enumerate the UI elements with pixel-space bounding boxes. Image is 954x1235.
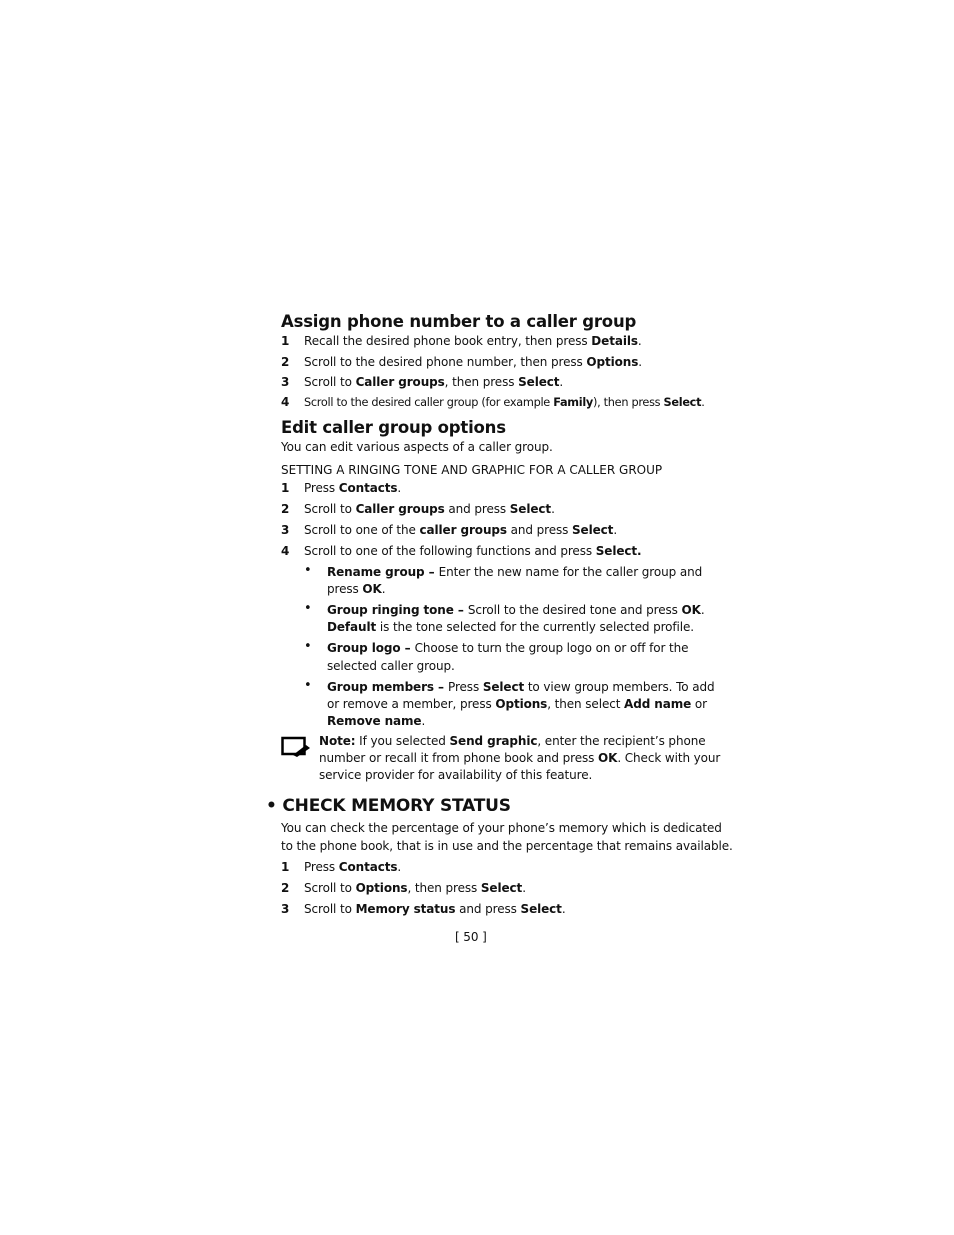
bullet-text-group-members: Group members – Press Select to view group members. To add <box>327 680 715 694</box>
section-title-check-memory-status: • CHECK MEMORY STATUS <box>266 796 511 816</box>
page-number: [ 50 ] <box>455 930 487 944</box>
step-number: 3 <box>281 902 290 916</box>
step-number: 4 <box>281 544 290 558</box>
section-intro: You can edit various aspects of a caller group. <box>281 440 553 454</box>
step-text: Press Contacts. <box>304 481 402 495</box>
bullet-text-rename-group: Rename group – Enter the new name for the caller group and <box>327 565 703 579</box>
note-text-line1: Note: If you selected Send graphic, enter the recipient’s phone <box>319 734 706 748</box>
section-intro-line2: to the phone book, that is in use and the percentage that remains available. <box>281 839 733 853</box>
bullet-text-group-logo: Group logo – Choose to turn the group logo on or off for the <box>327 641 689 655</box>
step-number: 1 <box>281 860 290 874</box>
bullet-text-group-ringing-tone-cont: Default is the tone selected for the currently selected profile. <box>327 620 695 634</box>
step-number: 1 <box>281 481 290 495</box>
note-pad-icon <box>281 736 311 758</box>
bullet-text-group-members-cont: or remove a member, press Options, then select Add name or <box>327 697 707 711</box>
step-text: Press Contacts. <box>304 860 402 874</box>
bullet-text-group-members-cont2: Remove name. <box>327 714 426 728</box>
step-text: Scroll to Options, then press Select. <box>304 881 526 895</box>
step-text: Scroll to the desired caller group (for example Family), then press Select. <box>304 396 705 409</box>
step-text: Scroll to one of the caller groups and press Select. <box>304 523 618 537</box>
section-title-assign-caller-group: Assign phone number to a caller group <box>281 312 637 331</box>
step-number: 2 <box>281 881 290 895</box>
bullet-text-group-ringing-tone: Group ringing tone – Scroll to the desired tone and press OK. <box>327 603 705 617</box>
step-number: 4 <box>281 395 290 409</box>
step-number: 2 <box>281 355 290 369</box>
bullet-icon: • <box>304 563 312 578</box>
section-intro-line1: You can check the percentage of your phone’s memory which is dedicated <box>281 821 722 835</box>
note-text-line3: service provider for availability of this feature. <box>319 768 593 782</box>
bullet-text-rename-group-cont: press OK. <box>327 582 386 596</box>
step-number: 2 <box>281 502 290 516</box>
note-text-line2: number or recall it from phone book and press OK. Check with your <box>319 751 721 765</box>
step-text: Recall the desired phone book entry, then press Details. <box>304 334 642 348</box>
step-number: 3 <box>281 375 290 389</box>
step-text: Scroll to the desired phone number, then press Options. <box>304 355 642 369</box>
bullet-icon: • <box>304 678 312 693</box>
step-number: 3 <box>281 523 290 537</box>
step-text: Scroll to Caller groups and press Select. <box>304 502 555 516</box>
step-text: Scroll to one of the following functions and press Select. <box>304 544 642 558</box>
subheading: SETTING A RINGING TONE AND GRAPHIC FOR A CALLER GROUP <box>281 463 663 477</box>
step-number: 1 <box>281 334 290 348</box>
bullet-text-group-logo-cont: selected caller group. <box>327 659 455 673</box>
step-text: Scroll to Caller groups, then press Select. <box>304 375 564 389</box>
step-text: Scroll to Memory status and press Select. <box>304 902 566 916</box>
section-title-edit-caller-group: Edit caller group options <box>281 418 506 437</box>
bullet-icon: • <box>304 601 312 616</box>
bullet-icon: • <box>304 639 312 654</box>
